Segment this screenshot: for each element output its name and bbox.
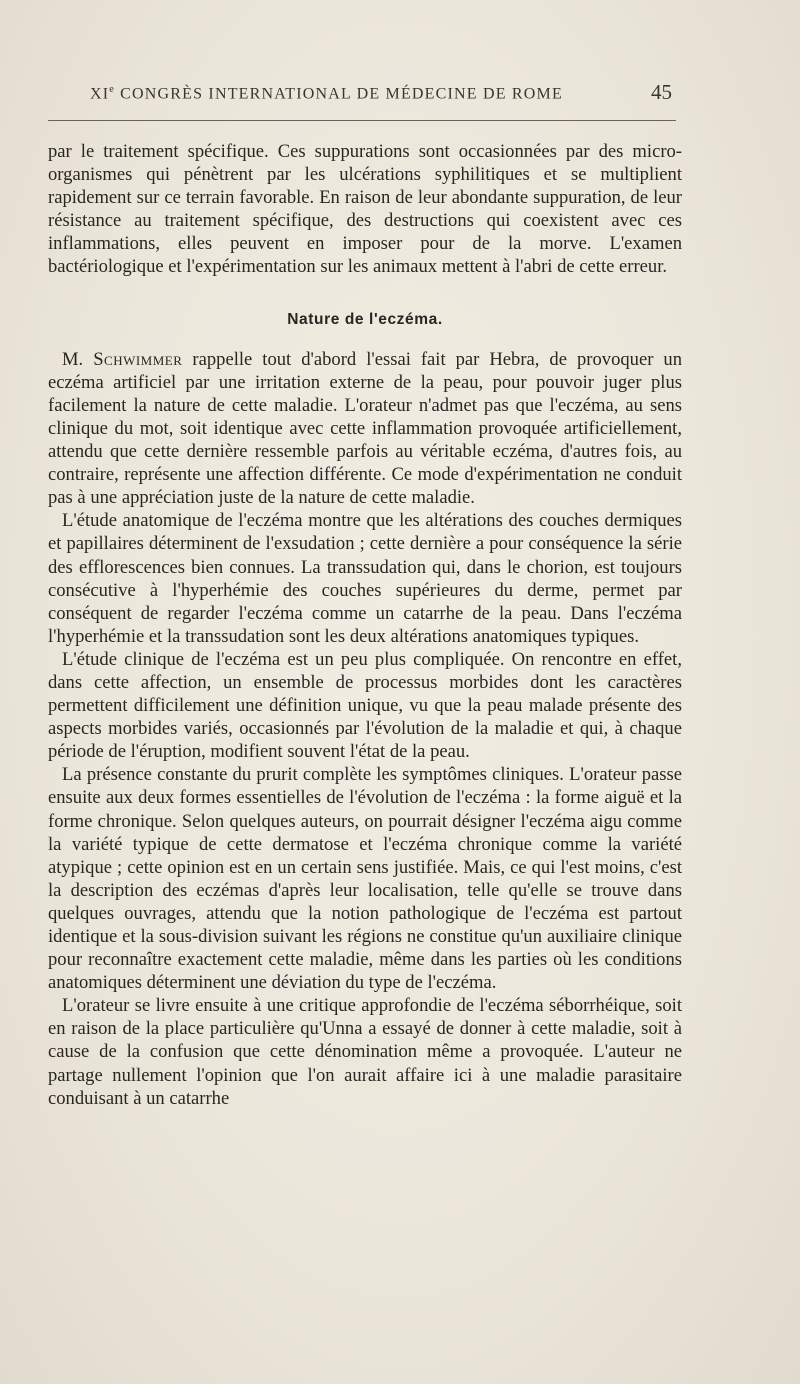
paragraph-1-text: rappelle tout d'abord l'essai fait par Hebra, de provoquer un eczéma artificiel par une irritation externe de la peau, pour pouvoir juger plus facilement la nature de cette maladie. L'orateur n'admet pas que l'eczéma, au sens clinique du mot, soit identique avec cette inflammation provoquée artificiellement, attendu que cette dernière ressemble parfois au véritable eczéma, d'autres fois, au contraire, représente une affection différente. Ce mode d'expérimentation ne conduit pas à une appréciation juste de la nature de cette maladie.: [48, 348, 682, 509]
author-name: Schwimmer: [93, 348, 183, 370]
header-title: [90, 84, 563, 103]
header-rule: [48, 120, 676, 121]
paragraph-2: L'étude anatomique de l'eczéma montre que les altérations des couches dermiques et papillaires déterminent de l'exsudation ; cette dernière a pour conséquence la série des efflorescences bien connues. La transsudation qui, dans le chorion, est toujours consécutive à l'hyperhémie des couches supérieures du derme, permet par conséquent de regarder l'eczéma comme un catarrhe de la peau. Dans l'eczéma l'hyperhémie et la transsudation sont les deux altérations anatomiques typiques.: [48, 510, 682, 647]
running-header: [48, 80, 678, 110]
paragraph-1: [48, 348, 682, 510]
paragraph-3: L'étude clinique de l'eczéma est un peu plus compliquée. On rencontre en effet, dans cette affection, un ensemble de processus morbides dont les caractères permettent difficilement une définition unique, vu que la peau malade présente des aspects morbides variés, occasionnés par l'évolution de la maladie et qui, à chaque période de l'éruption, modifient souvent l'état de la peau.: [48, 648, 682, 763]
paragraph-5: L'orateur se livre ensuite à une critique approfondie de l'eczéma séborrhéique, soit en raison de la place particulière qu'Unna a essayé de donner à cette maladie, soit à cause de la confusion que cette dénomination même a provoquée. L'auteur ne partage nullement l'opinion que l'on aurait affaire ici à une maladie parasitaire conduisant à un catarrhe: [48, 995, 682, 1109]
header-title-text: CONGRÈS INTERNATIONAL DE MÉDECINE DE ROME: [114, 85, 563, 103]
section-title: Nature de l'eczéma.: [287, 310, 443, 328]
author-prefix: M.: [62, 348, 94, 370]
header-roman-numeral: XI: [90, 85, 110, 103]
page-number: 45: [651, 80, 672, 104]
intro-paragraph: par le traitement spécifique. Ces suppurations sont occasionnées par des micro-organismes qui pénètrent par les ulcérations syphilitiques et se multiplient rapidement sur ce terrain favorable. En raison de leur abondante suppuration, de leur résistance au traitement spécifique, des destructions qui coexistent avec ces inflammations, elles peuvent en imposer pour de la morve. L'examen bactériologique et l'expérimentation sur les animaux mettent à l'abri de cette erreur.: [48, 141, 682, 278]
text-body: [48, 140, 682, 1110]
header-superscript: e: [109, 84, 115, 95]
paragraph-4: La présence constante du prurit complète les symptômes cliniques. L'orateur passe ensuite aux deux formes essentielles de l'évolution de l'eczéma : la forme aiguë et la forme chronique. Selon quelques auteurs, on pourrait désigner l'eczéma aigu comme la variété typique de cette dermatose et l'eczéma chronique comme la variété atypique ; cette opinion est en un certain sens justifiée. Mais, ce qui l'est moins, c'est la description des eczémas d'après leur localisation, telle qu'elle se trouve dans quelques ouvrages, attendu que la notion pathologique de l'eczéma est partout identique et la sous-division suivant les régions ne constitue qu'un auxiliaire clinique pour reconnaître exactement cette maladie, même dans les parties où les conditions anatomiques déterminent une déviation du type de l'eczéma.: [48, 764, 682, 994]
